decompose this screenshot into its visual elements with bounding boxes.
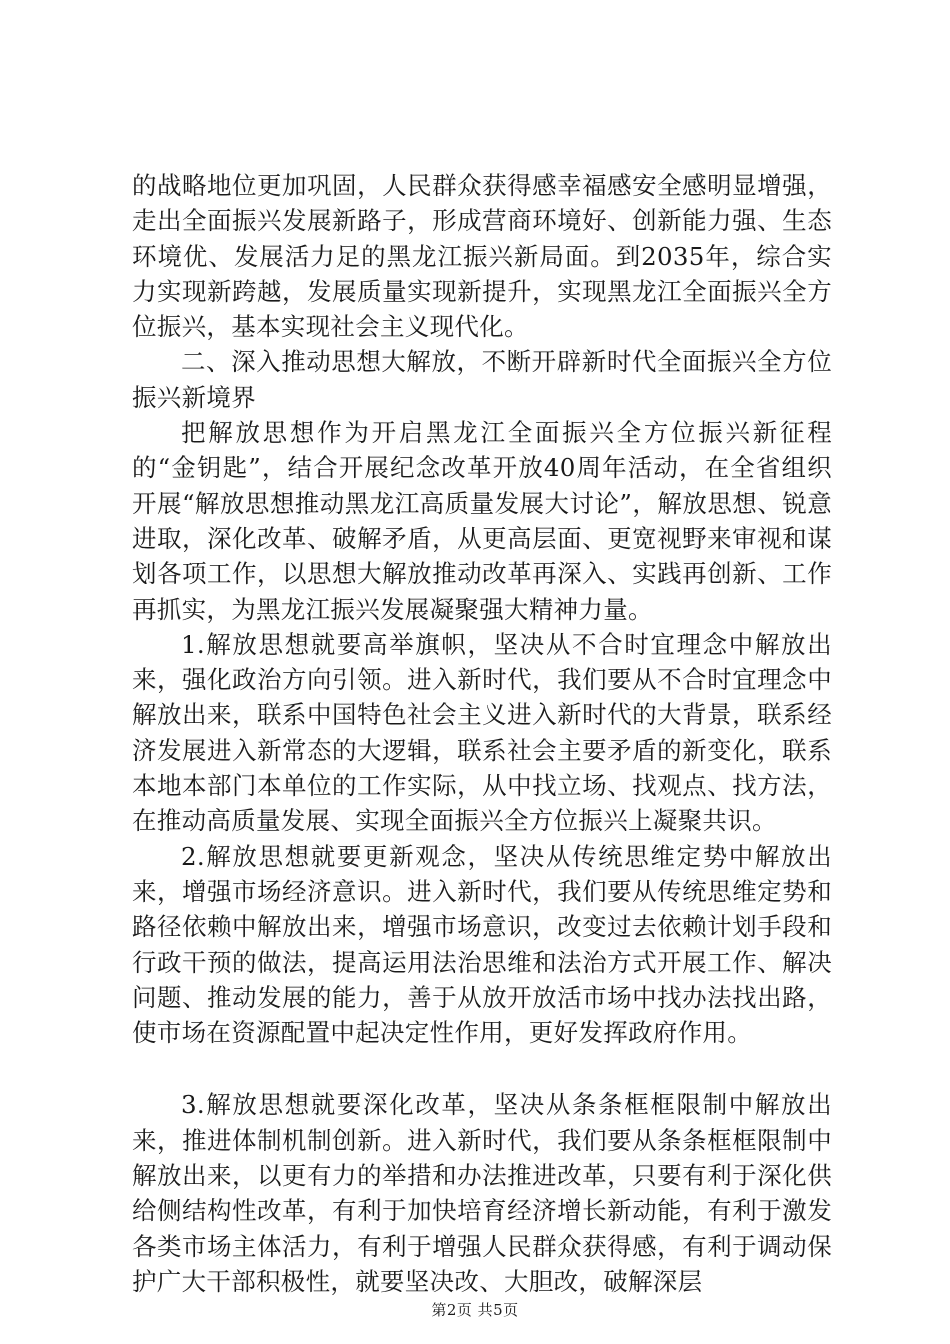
document-body — [132, 168, 832, 1299]
paragraph-continuation: 的战略地位更加巩固，人民群众获得感幸福感安全感明显增强，走出全面振兴发展新路子，形成营商环境好、创新能力强、生态环境优、发展活力足的黑龙江振兴新局面。到2035年，综合实力实现新跨越，发展质量实现新提升，实现黑龙江全面振兴全方位振兴，基本实现社会主义现代化。 — [132, 171, 832, 342]
paragraph-item-1: 1.解放思想就要高举旗帜，坚决从不合时宜理念中解放出来，强化政治方向引领。进入新时代，我们要从不合时宜理念中解放出来，联系中国特色社会主义进入新时代的大背景，联系经济发展进入新常态的大逻辑，联系社会主要矛盾的新变化，联系本地本部门本单位的工作实际，从中找立场、找观点、找方法，在推动高质量发展、实现全面振兴全方位振兴上凝聚共识。 — [132, 629, 832, 836]
section-heading: 二、深入推动思想大解放，不断开辟新时代全面振兴全方位振兴新境界 — [132, 347, 832, 412]
paragraph: 把解放思想作为开启黑龙江全面振兴全方位振兴新征程的“金钥匙”，结合开展纪念改革开放40周年活动，在全省组织开展“解放思想推动黑龙江高质量发展大讨论”，解放思想、锐意进取，深化改革、破解矛盾，从更高层面、更宽视野来审视和谋划各项工作，以思想大解放推动改革再深入、实践再创新、工作再抓实，为黑龙江振兴发展凝聚强大精神力量。 — [132, 418, 832, 624]
paragraph-gap — [132, 1050, 832, 1087]
paragraph-item-2: 2.解放思想就要更新观念，坚决从传统思维定势中解放出来，增强市场经济意识。进入新时代，我们要从传统思维定势和路径依赖中解放出来，增强市场意识，改变过去依赖计划手段和行政干预的做法，提高运用法治思维和法治方式开展工作、解决问题、推动发展的能力，善于从放开放活市场中找办法找出路，使市场在资源配置中起决定性作用，更好发挥政府作用。 — [132, 841, 832, 1048]
paragraph-item-3: 3.解放思想就要深化改革，坚决从条条框框限制中解放出来，推进体制机制创新。进入新时代，我们要从条条框框限制中解放出来，以更有力的举措和办法推进改革，只要有利于深化供给侧结构性改革，有利于加快培育经济增长新动能，有利于激发各类市场主体活力，有利于增强人民群众获得感，有利于调动保护广大干部积极性，就要坚决改、大胆改，破解深层 — [132, 1090, 832, 1296]
page-number-footer: 第2页 共5页 — [431, 1301, 519, 1319]
